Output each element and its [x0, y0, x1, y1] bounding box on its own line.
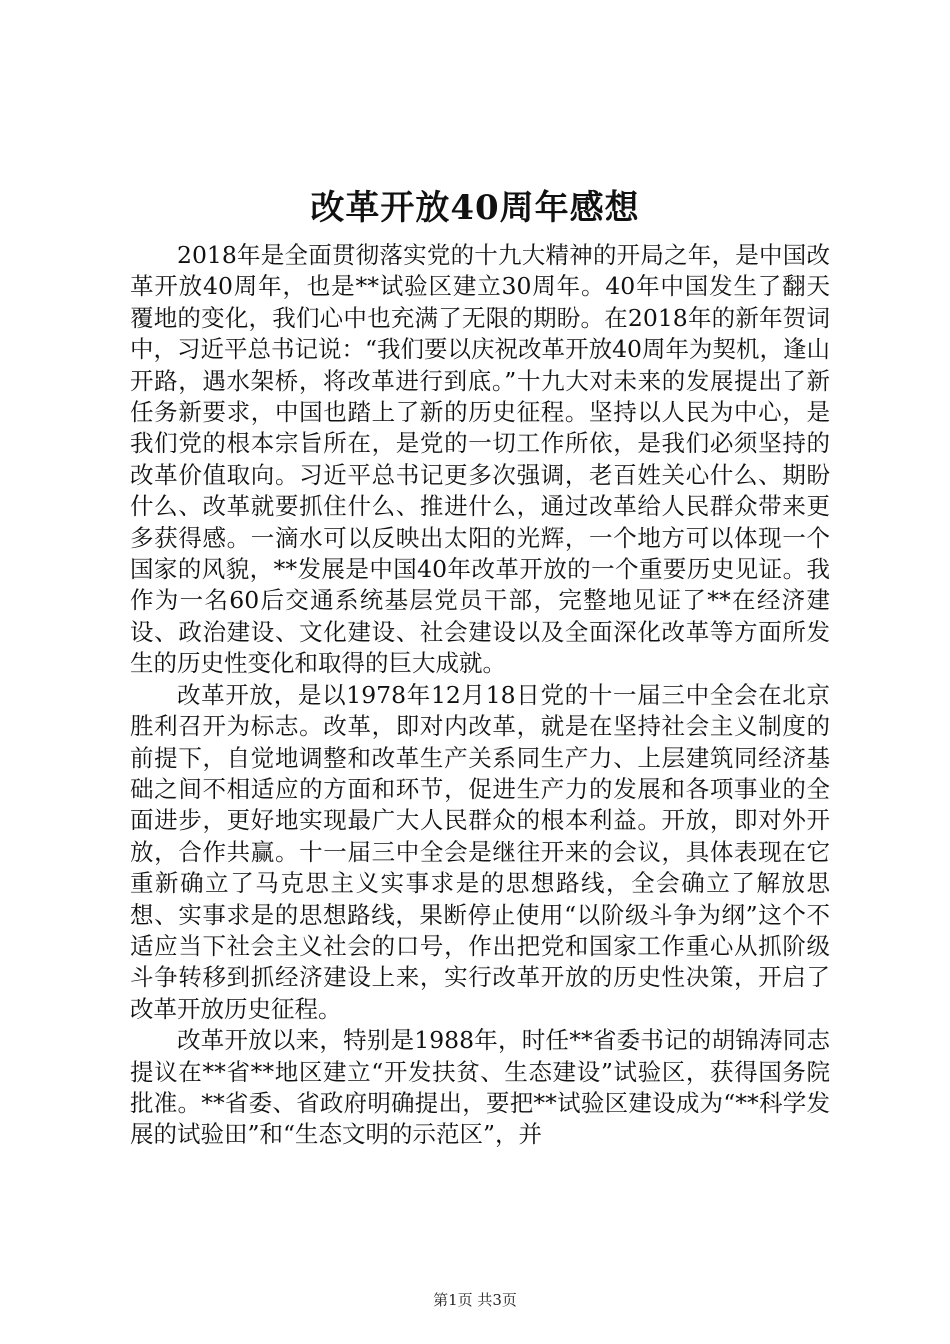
- paragraph: 改革开放以来，特别是1988年，时任**省委书记的胡锦涛同志提议在**省**地区建立“开发扶贫、生态建设”试验区，获得国务院批准。**省委、省政府明确提出，要把**试验区建设成为“**科学发展的试验田”和“生态文明的示范区”，并: [130, 1026, 830, 1149]
- page-footer: [0, 1290, 950, 1310]
- document-title: 改革开放40周年感想: [310, 188, 640, 228]
- paragraph: 改革开放，是以1978年12月18日党的十一届三中全会在北京胜利召开为标志。改革，即对内改革，就是在坚持社会主义制度的前提下，自觉地调整和改革生产关系同生产力、上层建筑同经济基础之间不相适应的方面和环节，促进生产力的发展和各项事业的全面进步，更好地实现最广大人民群众的根本利益。开放，即对外开放，合作共赢。十一届三中全会是继往开来的会议，具体表现在它重新确立了马克思主义实事求是的思想路线，全会确立了解放思想、实事求是的思想路线，果断停止使用“以阶级斗争为纲”这个不适应当下社会主义社会的口号，作出把党和国家工作重心从抓阶级斗争转移到抓经济建设上来，实行改革开放的历史性决策，开启了改革开放历史征程。: [130, 680, 830, 1023]
- page-number-label: 第1页 共3页: [433, 1291, 517, 1309]
- document-body: [130, 240, 830, 1151]
- paragraph: 2018年是全面贯彻落实党的十九大精神的开局之年，是中国改革开放40周年，也是**试验区建立30周年。40年中国发生了翻天覆地的变化，我们心中也充满了无限的期盼。在2018年的新年贺词中，习近平总书记说：“我们要以庆祝改革开放40周年为契机，逢山开路，遇水架桥，将改革进行到底。”十九大对未来的发展提出了新任务新要求，中国也踏上了新的历史征程。坚持以人民为中心，是我们党的根本宗旨所在，是党的一切工作所依，是我们必须坚持的改革价值取向。习近平总书记更多次强调，老百姓关心什么、期盼什么、改革就要抓住什么、推进什么，通过改革给人民群众带来更多获得感。一滴水可以反映出太阳的光辉，一个地方可以体现一个国家的风貌，**发展是中国40年改革开放的一个重要历史见证。我作为一名60后交通系统基层党员干部，完整地见证了**在经济建设、政治建设、文化建设、社会建设以及全面深化改革等方面所发生的历史性变化和取得的巨大成就。: [130, 241, 830, 678]
